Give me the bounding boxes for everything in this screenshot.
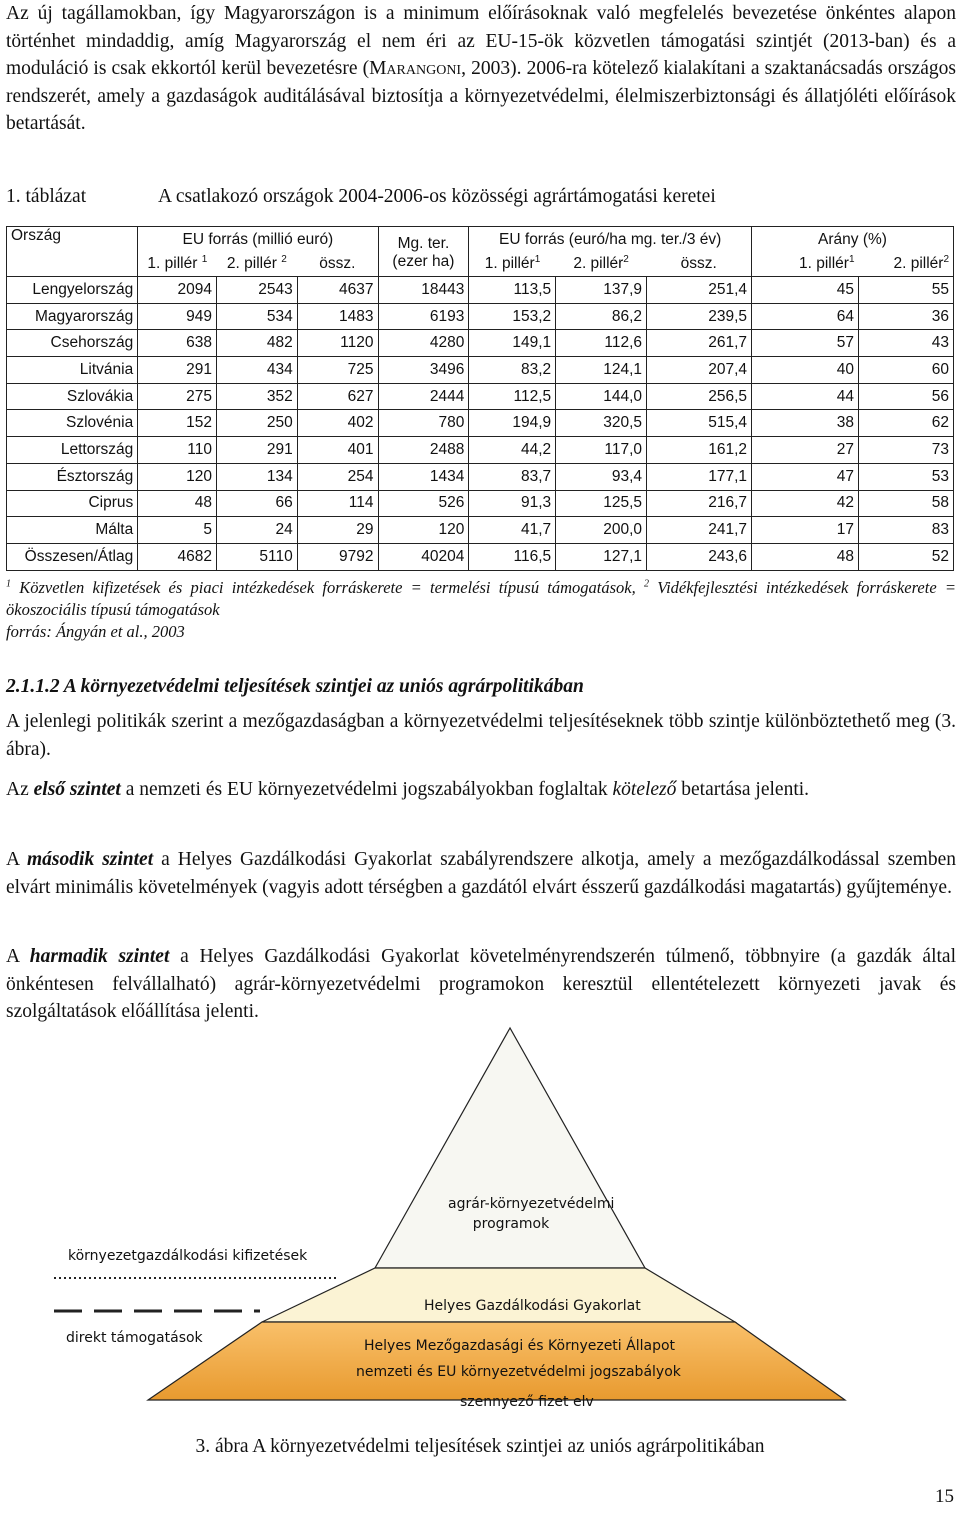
table-footnotes: $^1$ Közvetlen kifizetések és piaci intézkedések forráskerete = termelési típusú támogatások, $^2$ Vidékfejlesztési intézkedések forráskerete = ökoszociális típusú támogatások forrás: Ángyán et al., 2003 bbox=[6, 578, 956, 641]
cell-r2: 60 bbox=[859, 357, 954, 384]
section-p2: Az első szintet a nemzeti és EU környezetvédelmi jogszabályokban foglaltak kötelező betartása jelenti. bbox=[6, 779, 810, 800]
cell-r1: 44 bbox=[752, 383, 859, 410]
cell-htotal: 207,4 bbox=[647, 357, 752, 384]
cell-area: 526 bbox=[378, 490, 469, 517]
section-heading: 2.1.1.2 A környezetvédelmi teljesítések szintjei az uniós agrárpolitikában bbox=[6, 676, 584, 697]
cell-r2: 73 bbox=[859, 437, 954, 464]
cell-country: Lettország bbox=[7, 437, 138, 464]
table-row bbox=[7, 277, 954, 304]
cell-hp1: 116,5 bbox=[469, 543, 556, 570]
table-row bbox=[7, 330, 954, 357]
cell-total: 402 bbox=[297, 410, 378, 437]
cell-r1: 64 bbox=[752, 303, 859, 330]
header-eu-source: EU forrás (millió euró) bbox=[138, 227, 378, 253]
table-source: forrás: Ángyán et al., 2003 bbox=[6, 622, 185, 641]
cell-r1: 47 bbox=[752, 463, 859, 490]
cell-total: 1120 bbox=[297, 330, 378, 357]
intro-text: Az új tagállamokban, így Magyarországon is a minimum előírásoknak való megfelelés bevezetése önkéntes alapon történhet mindaddig, amíg Magyarország el nem éri az EU-15-ök közvetlen támogatási szintjét (2013-ban) és a moduláció is csak ekkortól kerül bevezetésre bbox=[6, 3, 956, 79]
header-pillar2-a: 2. pillér $^2$ bbox=[226, 254, 287, 273]
section-p1: A jelenlegi politikák szerint a mezőgazdaságban a környezetvédelmi teljesítéseknek több szintje különböztethető meg (3. ábra). bbox=[6, 711, 956, 760]
cell-hp1: 112,5 bbox=[469, 383, 556, 410]
cell-r1: 38 bbox=[752, 410, 859, 437]
cell-htotal: 515,4 bbox=[647, 410, 752, 437]
cell-p1: 120 bbox=[138, 463, 217, 490]
cell-p1: 4682 bbox=[138, 543, 217, 570]
left-label-payments: környezetgazdálkodási kifizetések bbox=[68, 1248, 308, 1264]
cell-hp1: 44,2 bbox=[469, 437, 556, 464]
pyramid-middle-label: Helyes Gazdálkodási Gyakorlat bbox=[424, 1298, 641, 1314]
cell-total: 725 bbox=[297, 357, 378, 384]
cell-country: Litvánia bbox=[7, 357, 138, 384]
cell-total: 254 bbox=[297, 463, 378, 490]
table-row bbox=[7, 357, 954, 384]
pyramid-base-label-2: nemzeti és EU környezetvédelmi jogszabályok bbox=[356, 1364, 681, 1380]
cell-country: Észtország bbox=[7, 463, 138, 490]
header-eu-per-ha: EU forrás (euró/ha mg. ter./3 év) bbox=[469, 227, 752, 253]
cell-p1: 110 bbox=[138, 437, 217, 464]
header-ratio: Arány (%) bbox=[752, 227, 954, 253]
cell-r2: 58 bbox=[859, 490, 954, 517]
cell-hp1: 149,1 bbox=[469, 330, 556, 357]
section-p3: A második szintet a Helyes Gazdálkodási Gyakorlat szabályrendszere alkotja, amely a mezőgazdálkodással szemben elvárt minimális követelmények (vagyis adott térségben a gazdától elvárt ésszerű gazdálkodási magatartás) gyűjteménye. bbox=[6, 849, 957, 898]
cell-country: Csehország bbox=[7, 330, 138, 357]
cell-country: Málta bbox=[7, 517, 138, 544]
header-pillar2-c: 2. pillér$^2$ bbox=[859, 253, 954, 277]
cell-r2: 53 bbox=[859, 463, 954, 490]
cell-p2: 134 bbox=[216, 463, 297, 490]
cell-htotal: 216,7 bbox=[647, 490, 752, 517]
intro-paragraph: Az új tagállamokban, így Magyarországon is a minimum előírásoknak való megfelelés bevezetése önkéntes alapon történhet mindaddig, amíg Magyarország el nem éri az EU-15-ök közvetlen támogatási szintjét (2013-ban) és a moduláció is csak ekkortól kerül bevezetésre (Marangoni, 2003). 2006-ra kötelező kialakítani a szaktanácsadás országos rendszerét, amely a gazdaságok auditálásával biztosítja a környezetvédelmi, élelmiszerbiztonsági és állatjóléti előírások betartását. bbox=[6, 3, 957, 134]
cell-country: Ciprus bbox=[7, 490, 138, 517]
cell-p1: 5 bbox=[138, 517, 217, 544]
cell-hp2: 93,4 bbox=[556, 463, 647, 490]
cell-r2: 36 bbox=[859, 303, 954, 330]
cell-hp1: 41,7 bbox=[469, 517, 556, 544]
cell-r2: 43 bbox=[859, 330, 954, 357]
cell-htotal: 241,7 bbox=[647, 517, 752, 544]
table-row bbox=[7, 437, 954, 464]
cell-total: 29 bbox=[297, 517, 378, 544]
cell-country: Szlovénia bbox=[7, 410, 138, 437]
cell-p1: 152 bbox=[138, 410, 217, 437]
cell-p2: 66 bbox=[216, 490, 297, 517]
cell-total: 627 bbox=[297, 383, 378, 410]
cell-area: 40204 bbox=[378, 543, 469, 570]
cell-p2: 434 bbox=[216, 357, 297, 384]
cell-p2: 5110 bbox=[216, 543, 297, 570]
pyramid-base-label-3: szennyező fizet elv bbox=[460, 1394, 594, 1410]
header-pillar1-a: 1. pillér $^1$ bbox=[138, 253, 217, 277]
table-row bbox=[7, 410, 954, 437]
header-area-2: (ezer ha) bbox=[378, 253, 469, 277]
citation-author: Marangoni bbox=[369, 58, 462, 79]
cell-area: 780 bbox=[378, 410, 469, 437]
cell-total: 9792 bbox=[297, 543, 378, 570]
cell-area: 1434 bbox=[378, 463, 469, 490]
pyramid-base-level bbox=[148, 1322, 845, 1400]
cell-hp1: 83,2 bbox=[469, 357, 556, 384]
cell-r1: 27 bbox=[752, 437, 859, 464]
cell-hp1: 83,7 bbox=[469, 463, 556, 490]
cell-p2: 24 bbox=[216, 517, 297, 544]
cell-area: 6193 bbox=[378, 303, 469, 330]
cell-p1: 275 bbox=[138, 383, 217, 410]
cell-r2: 56 bbox=[859, 383, 954, 410]
table-title: A csatlakozó országok 2004-2006-os közösségi agrártámogatási keretei bbox=[158, 186, 716, 207]
cell-hp2: 112,6 bbox=[556, 330, 647, 357]
cell-hp1: 153,2 bbox=[469, 303, 556, 330]
cell-htotal: 256,5 bbox=[647, 383, 752, 410]
cell-hp2: 144,0 bbox=[556, 383, 647, 410]
cell-r1: 48 bbox=[752, 543, 859, 570]
header-pillar1-b: 1. pillér$^1$ bbox=[469, 253, 556, 277]
cell-htotal: 177,1 bbox=[647, 463, 752, 490]
cell-hp2: 137,9 bbox=[556, 277, 647, 304]
left-label-direct: direkt támogatások bbox=[66, 1330, 203, 1346]
cell-area: 3496 bbox=[378, 357, 469, 384]
cell-total: 1483 bbox=[297, 303, 378, 330]
cell-hp2: 86,2 bbox=[556, 303, 647, 330]
cell-country: Szlovákia bbox=[7, 383, 138, 410]
cell-htotal: 261,7 bbox=[647, 330, 752, 357]
cell-area: 120 bbox=[378, 517, 469, 544]
cell-hp2: 200,0 bbox=[556, 517, 647, 544]
table-row bbox=[7, 490, 954, 517]
cell-r1: 45 bbox=[752, 277, 859, 304]
cell-p2: 482 bbox=[216, 330, 297, 357]
header-total-a: össz. bbox=[319, 255, 356, 273]
header-pillar1-c: 1. pillér$^1$ bbox=[752, 253, 859, 277]
cell-r2: 83 bbox=[859, 517, 954, 544]
cell-p1: 949 bbox=[138, 303, 217, 330]
header-total-b: össz. bbox=[680, 255, 717, 273]
table-row bbox=[7, 383, 954, 410]
cell-p2: 352 bbox=[216, 383, 297, 410]
cell-r1: 42 bbox=[752, 490, 859, 517]
cell-area: 2488 bbox=[378, 437, 469, 464]
cell-hp1: 194,9 bbox=[469, 410, 556, 437]
cell-total: 4637 bbox=[297, 277, 378, 304]
cell-country: Összesen/Átlag bbox=[7, 543, 138, 570]
cell-hp2: 127,1 bbox=[556, 543, 647, 570]
cell-p1: 291 bbox=[138, 357, 217, 384]
table-row bbox=[7, 463, 954, 490]
page-number: 15 bbox=[935, 1486, 954, 1507]
cell-hp2: 117,0 bbox=[556, 437, 647, 464]
cell-r2: 62 bbox=[859, 410, 954, 437]
cell-r1: 40 bbox=[752, 357, 859, 384]
cell-hp2: 320,5 bbox=[556, 410, 647, 437]
cell-r1: 17 bbox=[752, 517, 859, 544]
cell-htotal: 161,2 bbox=[647, 437, 752, 464]
cell-total: 114 bbox=[297, 490, 378, 517]
cell-hp1: 113,5 bbox=[469, 277, 556, 304]
cell-p1: 2094 bbox=[138, 277, 217, 304]
table-row bbox=[7, 543, 954, 570]
cell-hp1: 91,3 bbox=[469, 490, 556, 517]
cell-p2: 2543 bbox=[216, 277, 297, 304]
support-table bbox=[6, 226, 954, 571]
cell-country: Magyarország bbox=[7, 303, 138, 330]
figure-caption: 3. ábra A környezetvédelmi teljesítések szintjei az uniós agrárpolitikában bbox=[195, 1436, 765, 1457]
cell-r2: 52 bbox=[859, 543, 954, 570]
table-number: 1. táblázat bbox=[6, 186, 87, 207]
table-row bbox=[7, 303, 954, 330]
cell-r1: 57 bbox=[752, 330, 859, 357]
pyramid-base-label-1: Helyes Mezőgazdasági és Környezeti Állapot bbox=[364, 1338, 676, 1354]
cell-p1: 638 bbox=[138, 330, 217, 357]
cell-total: 401 bbox=[297, 437, 378, 464]
cell-p2: 250 bbox=[216, 410, 297, 437]
header-area-1: Mg. ter. bbox=[378, 227, 469, 253]
cell-area: 2444 bbox=[378, 383, 469, 410]
cell-p1: 48 bbox=[138, 490, 217, 517]
section-p4: A harmadik szintet a Helyes Gazdálkodási Gyakorlat követelményrendszerén túlmenő, többnyire (a gazdák által önkéntesen felvállalható) agrár-környezetvédelmi programokon keresztül ellentételezett környezeti javak és szolgáltatások előállítása jelenti. bbox=[6, 946, 956, 1022]
cell-hp2: 124,1 bbox=[556, 357, 647, 384]
cell-htotal: 239,5 bbox=[647, 303, 752, 330]
table-row bbox=[7, 517, 954, 544]
cell-htotal: 251,4 bbox=[647, 277, 752, 304]
pyramid-top-label: agrár-környezetvédelmi programok bbox=[448, 1196, 615, 1232]
cell-p2: 291 bbox=[216, 437, 297, 464]
cell-hp2: 125,5 bbox=[556, 490, 647, 517]
cell-area: 4280 bbox=[378, 330, 469, 357]
cell-p2: 534 bbox=[216, 303, 297, 330]
header-pillar2-b: 2. pillér$^2$ bbox=[573, 254, 629, 273]
cell-htotal: 243,6 bbox=[647, 543, 752, 570]
cell-r2: 55 bbox=[859, 277, 954, 304]
header-country: Ország bbox=[7, 227, 138, 253]
cell-country: Lengyelország bbox=[7, 277, 138, 304]
cell-area: 18443 bbox=[378, 277, 469, 304]
